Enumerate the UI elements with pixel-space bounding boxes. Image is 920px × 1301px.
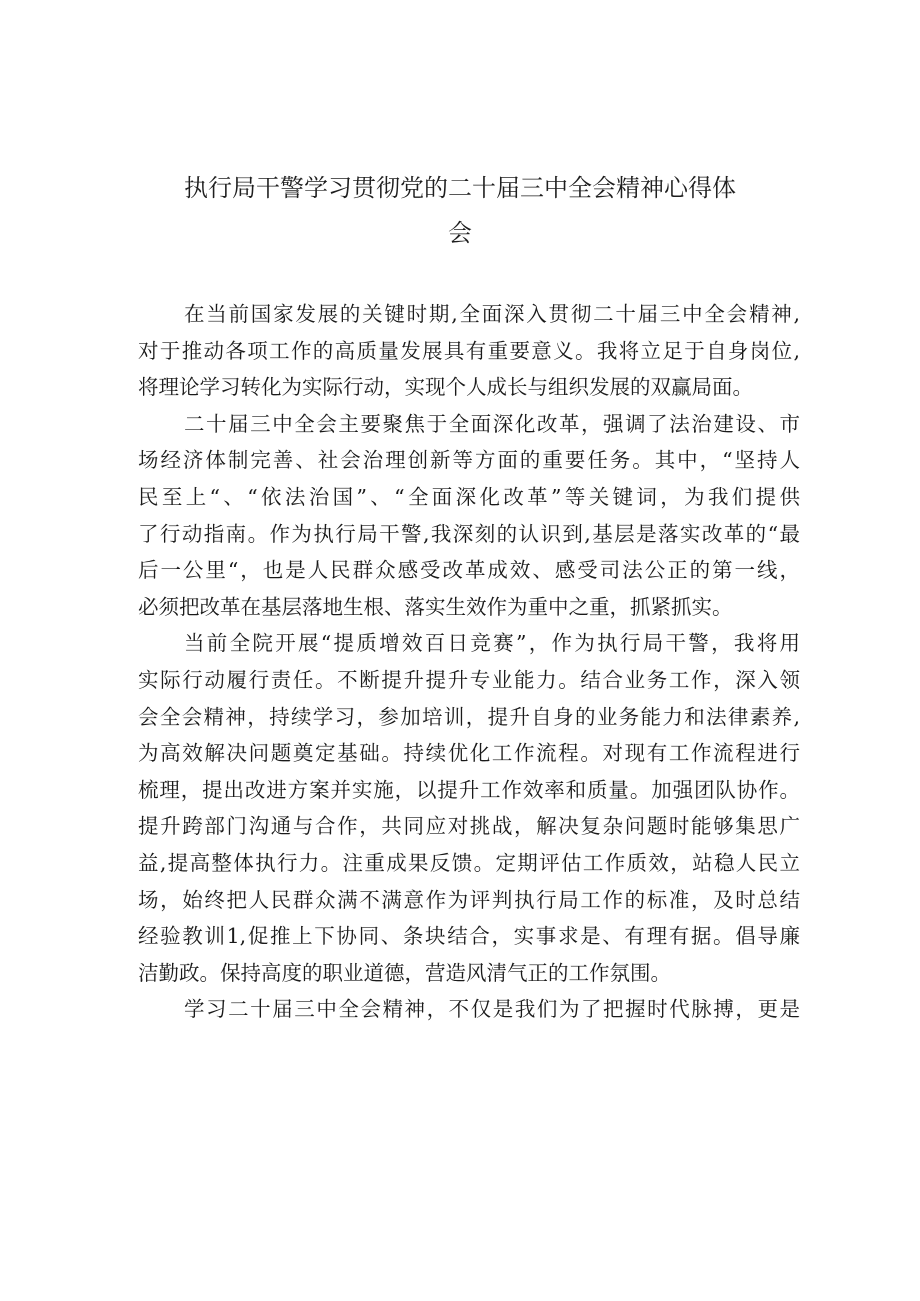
text-line: 经验教训1,促推上下协同、条块结合，实事求是、有理有据。倡导廉: [138, 924, 800, 949]
title-line: 执行局干警学习贯彻党的二十届三中全会精神心得体: [184, 174, 736, 202]
text-line: 益,提高整体执行力。注重成果反馈。定期评估工作质效，站稳人民立: [138, 850, 800, 875]
text-line: 为高效解决问题奠定基础。持续优化工作流程。对现有工作流程进行: [138, 741, 800, 766]
text-line: 提升跨部门沟通与合作，共同应对挑战，解决复杂问题时能够集思广: [138, 814, 800, 839]
text-line: 二十届三中全会主要聚焦于全面深化改革，强调了法治建设、市: [184, 411, 800, 436]
text-line: 将理论学习转化为实际行动，实现个人成长与组织发展的双赢局面。: [138, 375, 753, 400]
text-line: 场经济体制完善、社会治理创新等方面的重要任务。其中，“坚持人: [138, 448, 800, 473]
document-body: [138, 296, 800, 1028]
text-line: 实际行动履行责任。不断提升提升专业能力。结合业务工作，深入领: [138, 667, 800, 692]
text-line: 在当前国家发展的关键时期,全面深入贯彻二十届三中全会精神,: [184, 302, 800, 326]
text-line: 了行动指南。作为执行局干警,我深刻的认识到,基层是落实改革的“最: [138, 521, 800, 546]
document-title: [100, 166, 820, 256]
title-line: 会: [448, 219, 472, 247]
text-line: 当前全院开展“提质增效百日竞赛”，作为执行局干警，我将用: [184, 631, 800, 656]
paragraph: [138, 625, 800, 991]
text-line: 必须把改革在基层落地生根、落实生效作为重中之重，抓紧抓实。: [138, 594, 733, 619]
text-line: 后一公里“，也是人民群众感受改革成效、感受司法公正的第一线，: [138, 558, 800, 583]
text-line: 会全会精神，持续学习，参加培训，提升自身的业务能力和法律素养,: [138, 704, 800, 729]
text-line: 对于推动各项工作的高质量发展具有重要意义。我将立足于自身岗位,: [138, 338, 800, 363]
text-line: 学习二十届三中全会精神，不仅是我们为了把握时代脉搏，更是: [184, 997, 800, 1022]
paragraph: [138, 406, 800, 626]
text-line: 民至上“、“依法治国”、“全面深化改革”等关键词，为我们提供: [138, 484, 800, 509]
text-line: 场，始终把人民群众满不满意作为评判执行局工作的标准，及时总结: [138, 887, 800, 912]
text-line: 洁勤政。保持高度的职业道德，营造风清气正的工作氛围。: [138, 960, 671, 985]
text-line: 梳理，提出改进方案并实施，以提升工作效率和质量。加强团队协作。: [138, 777, 800, 802]
paragraph: [138, 991, 800, 1028]
paragraph: [138, 296, 800, 406]
